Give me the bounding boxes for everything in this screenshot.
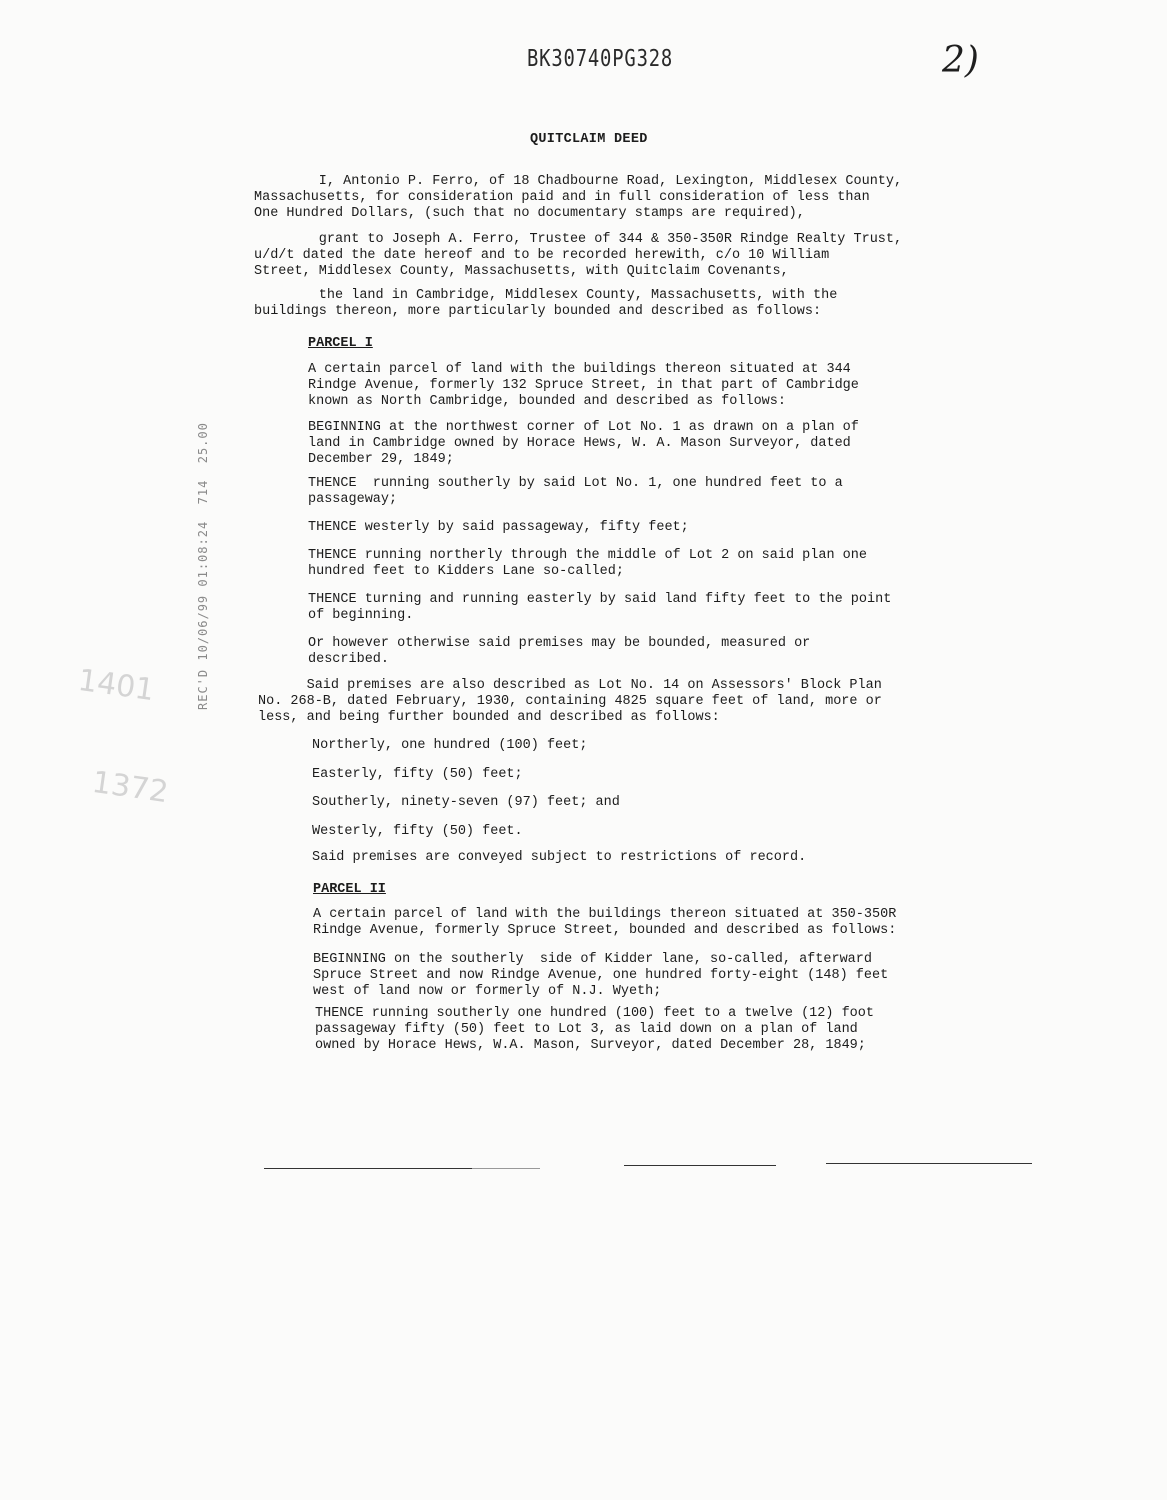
- document-title: QUITCLAIM DEED: [530, 132, 648, 147]
- bound-easterly: Easterly, fifty (50) feet;: [312, 767, 523, 782]
- book-page-number: BK30740PG328: [527, 46, 674, 72]
- text-line: A certain parcel of land with the buildings thereon situated at 350-350R: [313, 907, 897, 922]
- parcel-2-heading: PARCEL II: [313, 882, 386, 897]
- text-line: the land in Cambridge, Middlesex County, Massachusetts, with the: [254, 288, 838, 303]
- text-line: THENCE westerly by said passageway, fifty feet;: [308, 520, 689, 535]
- text-line: Rindge Avenue, formerly Spruce Street, bounded and described as follows:: [313, 923, 897, 938]
- text-line: THENCE running southerly one hundred (100) feet to a twelve (12) foot: [315, 1006, 874, 1021]
- bottom-rule: [264, 1168, 472, 1169]
- bottom-rule: [826, 1163, 1032, 1164]
- parcel-1-subject: Said premises are conveyed subject to restrictions of record.: [312, 850, 807, 865]
- text-line: BEGINNING at the northwest corner of Lot No. 1 as drawn on a plan of: [308, 420, 859, 435]
- parcel-1-beginning: [308, 420, 859, 468]
- text-line: known as North Cambridge, bounded and described as follows:: [308, 394, 786, 409]
- grant-paragraph: [254, 232, 902, 280]
- text-line: A certain parcel of land with the buildings thereon situated at 344: [308, 362, 851, 377]
- parcel-1-thence-1: [308, 476, 843, 508]
- text-line: owned by Horace Hews, W.A. Mason, Surveyor, dated December 28, 1849;: [315, 1038, 866, 1053]
- text-line: Street, Middlesex County, Massachusetts, with Quitclaim Covenants,: [254, 264, 789, 279]
- text-line: Said premises are also described as Lot No. 14 on Assessors' Block Plan: [258, 678, 882, 693]
- text-line: land in Cambridge owned by Horace Hews, W. A. Mason Surveyor, dated: [308, 436, 851, 451]
- bottom-rule: [624, 1165, 776, 1166]
- bound-northerly: Northerly, one hundred (100) feet;: [312, 738, 588, 753]
- grantor-paragraph: [254, 174, 902, 222]
- text-line: Spruce Street and now Rindge Avenue, one hundred forty-eight (148) feet: [313, 968, 889, 983]
- recording-stamp: REC'D 10/06/99 01:08:24 714 25.00: [196, 422, 210, 710]
- text-line: No. 268-B, dated February, 1930, containing 4825 square feet of land, more or: [258, 694, 882, 709]
- parcel-2-beginning: [313, 952, 888, 1000]
- text-line: west of land now or formerly of N.J. Wyeth;: [313, 984, 662, 999]
- bottom-rule-faint: [472, 1168, 540, 1169]
- parcel-1-thence-4: [308, 592, 891, 624]
- parcel-2-thence: [315, 1006, 874, 1054]
- faint-mark: 1401: [75, 662, 157, 709]
- text-line: u/d/t dated the date hereof and to be recorded herewith, c/o 10 William: [254, 248, 830, 263]
- text-line: THENCE turning and running easterly by said land fifty feet to the point: [308, 592, 892, 607]
- text-line: Or however otherwise said premises may be bounded, measured or: [308, 636, 811, 651]
- text-line: passageway fifty (50) feet to Lot 3, as laid down on a plan of land: [315, 1022, 858, 1037]
- bound-southerly: Southerly, ninety-seven (97) feet; and: [312, 795, 620, 810]
- text-line: December 29, 1849;: [308, 452, 454, 467]
- text-line: THENCE running northerly through the middle of Lot 2 on said plan one: [308, 548, 867, 563]
- text-line: Rindge Avenue, formerly 132 Spruce Street, in that part of Cambridge: [308, 378, 859, 393]
- text-line: THENCE running southerly by said Lot No. 1, one hundred feet to a: [308, 476, 843, 491]
- text-line: of beginning.: [308, 608, 414, 623]
- parcel-2-intro: [313, 907, 896, 939]
- parcel-1-intro: [308, 362, 859, 410]
- parcel-1-thence-3: [308, 548, 867, 580]
- text-line: One Hundred Dollars, (such that no documentary stamps are required),: [254, 206, 805, 221]
- text-line: I, Antonio P. Ferro, of 18 Chadbourne Road, Lexington, Middlesex County,: [254, 174, 903, 189]
- parcel-1-heading: PARCEL I: [308, 336, 373, 351]
- text-line: described.: [308, 652, 390, 667]
- text-line: BEGINNING on the southerly side of Kidder lane, so-called, afterward: [313, 952, 872, 967]
- text-line: hundred feet to Kidders Lane so-called;: [308, 564, 624, 579]
- land-paragraph: [254, 288, 837, 320]
- text-line: passageway;: [308, 492, 398, 507]
- faint-mark: 1372: [89, 764, 171, 811]
- parcel-1-also-described: [258, 678, 882, 726]
- bound-westerly: Westerly, fifty (50) feet.: [312, 824, 523, 839]
- parcel-1-however: [308, 636, 810, 668]
- text-line: buildings thereon, more particularly bounded and described as follows:: [254, 304, 822, 319]
- text-line: less, and being further bounded and described as follows:: [258, 710, 720, 725]
- text-line: Massachusetts, for consideration paid and in full consideration of less than: [254, 190, 870, 205]
- parcel-1-thence-2: [308, 520, 689, 536]
- handwritten-page-mark: 2): [942, 40, 979, 81]
- text-line: grant to Joseph A. Ferro, Trustee of 344 & 350-350R Rindge Realty Trust,: [254, 232, 903, 247]
